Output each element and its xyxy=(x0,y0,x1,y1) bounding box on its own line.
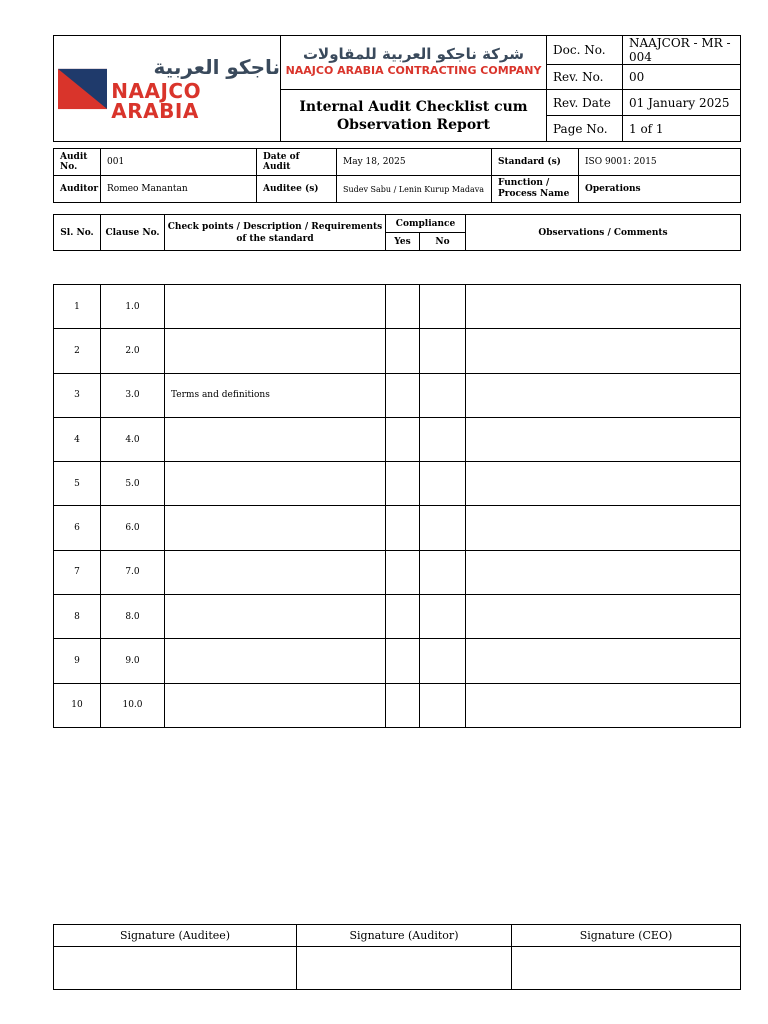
function-process-value: Operations xyxy=(579,176,741,203)
company-name-english: NAAJCO ARABIA CONTRACTING COMPANY xyxy=(285,64,542,78)
row-no-cell[interactable] xyxy=(420,462,466,506)
table-row xyxy=(54,373,741,417)
row-description[interactable] xyxy=(165,462,386,506)
row-description[interactable] xyxy=(165,595,386,639)
table-row xyxy=(54,329,741,373)
row-description[interactable] xyxy=(165,683,386,727)
signature-table xyxy=(53,924,741,990)
page-no-value: 1 of 1 xyxy=(623,116,741,142)
checklist-table xyxy=(53,284,741,728)
col-observations: Observations / Comments xyxy=(466,215,741,251)
row-yes-cell[interactable] xyxy=(386,550,420,594)
checklist-column-header xyxy=(53,214,741,251)
row-observation-cell[interactable] xyxy=(466,639,741,683)
row-sl: 6 xyxy=(54,506,101,550)
rev-no-label: Rev. No. xyxy=(547,65,623,90)
row-description[interactable] xyxy=(165,639,386,683)
row-no-cell[interactable] xyxy=(420,329,466,373)
function-process-label: Function / Process Name xyxy=(492,176,579,203)
row-clause: 3.0 xyxy=(101,373,165,417)
table-row xyxy=(54,506,741,550)
document-title-cell xyxy=(281,90,547,142)
col-checkpoints: Check points / Description / Requirements of the standard xyxy=(165,215,386,251)
rev-no-value: 00 xyxy=(623,65,741,90)
standard-value: ISO 9001: 2015 xyxy=(579,149,741,176)
row-observation-cell[interactable] xyxy=(466,417,741,461)
checklist-rows xyxy=(54,285,741,728)
row-no-cell[interactable] xyxy=(420,285,466,329)
row-sl: 10 xyxy=(54,683,101,727)
auditee-value: Sudev Sabu / Lenin Kurup Madava xyxy=(337,176,492,203)
row-yes-cell[interactable] xyxy=(386,329,420,373)
audit-no-label: Audit No. xyxy=(54,149,101,176)
row-sl: 3 xyxy=(54,373,101,417)
row-clause: 8.0 xyxy=(101,595,165,639)
doc-no-label: Doc. No. xyxy=(547,36,623,65)
row-sl: 4 xyxy=(54,417,101,461)
rev-date-value: 01 January 2025 xyxy=(623,90,741,116)
row-clause: 6.0 xyxy=(101,506,165,550)
signature-auditee-label: Signature (Auditee) xyxy=(54,925,297,947)
row-no-cell[interactable] xyxy=(420,595,466,639)
table-row xyxy=(54,639,741,683)
date-of-audit-label: Date of Audit xyxy=(257,149,337,176)
col-no: No xyxy=(420,233,466,251)
standard-label: Standard (s) xyxy=(492,149,579,176)
row-clause: 1.0 xyxy=(101,285,165,329)
row-clause: 4.0 xyxy=(101,417,165,461)
table-row xyxy=(54,550,741,594)
row-clause: 10.0 xyxy=(101,683,165,727)
auditor-label: Auditor xyxy=(54,176,101,203)
doc-no-value: NAAJCOR - MR - 004 xyxy=(623,36,741,65)
row-observation-cell[interactable] xyxy=(466,462,741,506)
row-observation-cell[interactable] xyxy=(466,329,741,373)
row-sl: 1 xyxy=(54,285,101,329)
row-yes-cell[interactable] xyxy=(386,639,420,683)
col-sl-no: Sl. No. xyxy=(54,215,101,251)
row-no-cell[interactable] xyxy=(420,373,466,417)
row-sl: 8 xyxy=(54,595,101,639)
signature-auditee-field[interactable] xyxy=(54,947,297,990)
row-description[interactable] xyxy=(165,417,386,461)
row-no-cell[interactable] xyxy=(420,417,466,461)
row-yes-cell[interactable] xyxy=(386,506,420,550)
row-yes-cell[interactable] xyxy=(386,417,420,461)
col-clause-no: Clause No. xyxy=(101,215,165,251)
logo-arabic-text: ناجكو العربية xyxy=(153,54,280,79)
rev-date-label: Rev. Date xyxy=(547,90,623,116)
signature-ceo-label: Signature (CEO) xyxy=(512,925,741,947)
auditor-value: Romeo Manantan xyxy=(101,176,257,203)
document-title-line2: Observation Report xyxy=(336,116,491,133)
row-observation-cell[interactable] xyxy=(466,373,741,417)
row-clause: 7.0 xyxy=(101,550,165,594)
company-name-cell xyxy=(281,36,547,90)
audit-info-table xyxy=(53,148,741,203)
row-observation-cell[interactable] xyxy=(466,683,741,727)
row-sl: 9 xyxy=(54,639,101,683)
row-description[interactable] xyxy=(165,506,386,550)
row-description[interactable] xyxy=(165,329,386,373)
auditee-label: Auditee (s) xyxy=(257,176,337,203)
row-no-cell[interactable] xyxy=(420,550,466,594)
row-yes-cell[interactable] xyxy=(386,683,420,727)
row-no-cell[interactable] xyxy=(420,506,466,550)
document-title-line1: Internal Audit Checklist cum xyxy=(299,98,528,115)
row-sl: 5 xyxy=(54,462,101,506)
audit-no-value: 001 xyxy=(101,149,257,176)
logo-cell xyxy=(54,36,281,142)
table-row xyxy=(54,683,741,727)
table-row xyxy=(54,462,741,506)
row-clause: 2.0 xyxy=(101,329,165,373)
row-clause: 9.0 xyxy=(101,639,165,683)
row-sl: 2 xyxy=(54,329,101,373)
row-description[interactable] xyxy=(165,550,386,594)
signature-ceo-field[interactable] xyxy=(512,947,741,990)
row-description[interactable] xyxy=(165,285,386,329)
signature-auditor-label: Signature (Auditor) xyxy=(297,925,512,947)
date-of-audit-value: May 18, 2025 xyxy=(337,149,492,176)
naajco-logo-icon xyxy=(58,67,107,111)
col-compliance: Compliance xyxy=(386,215,466,233)
row-clause: 5.0 xyxy=(101,462,165,506)
company-name-arabic: شركة ناجكو العربية للمقاولات xyxy=(302,45,524,64)
table-row xyxy=(54,595,741,639)
table-row xyxy=(54,417,741,461)
row-observation-cell[interactable] xyxy=(466,506,741,550)
page-no-label: Page No. xyxy=(547,116,623,142)
col-yes: Yes xyxy=(386,233,420,251)
row-observation-cell[interactable] xyxy=(466,595,741,639)
row-no-cell[interactable] xyxy=(420,683,466,727)
row-yes-cell[interactable] xyxy=(386,595,420,639)
row-yes-cell[interactable] xyxy=(386,462,420,506)
row-no-cell[interactable] xyxy=(420,639,466,683)
row-observation-cell[interactable] xyxy=(466,550,741,594)
row-yes-cell[interactable] xyxy=(386,285,420,329)
row-description[interactable]: Terms and definitions xyxy=(165,373,386,417)
row-observation-cell[interactable] xyxy=(466,285,741,329)
signature-auditor-field[interactable] xyxy=(297,947,512,990)
document-header xyxy=(53,35,741,142)
row-sl: 7 xyxy=(54,550,101,594)
row-yes-cell[interactable] xyxy=(386,373,420,417)
table-row xyxy=(54,285,741,329)
logo-english-text: NAAJCO ARABIA xyxy=(111,78,202,123)
